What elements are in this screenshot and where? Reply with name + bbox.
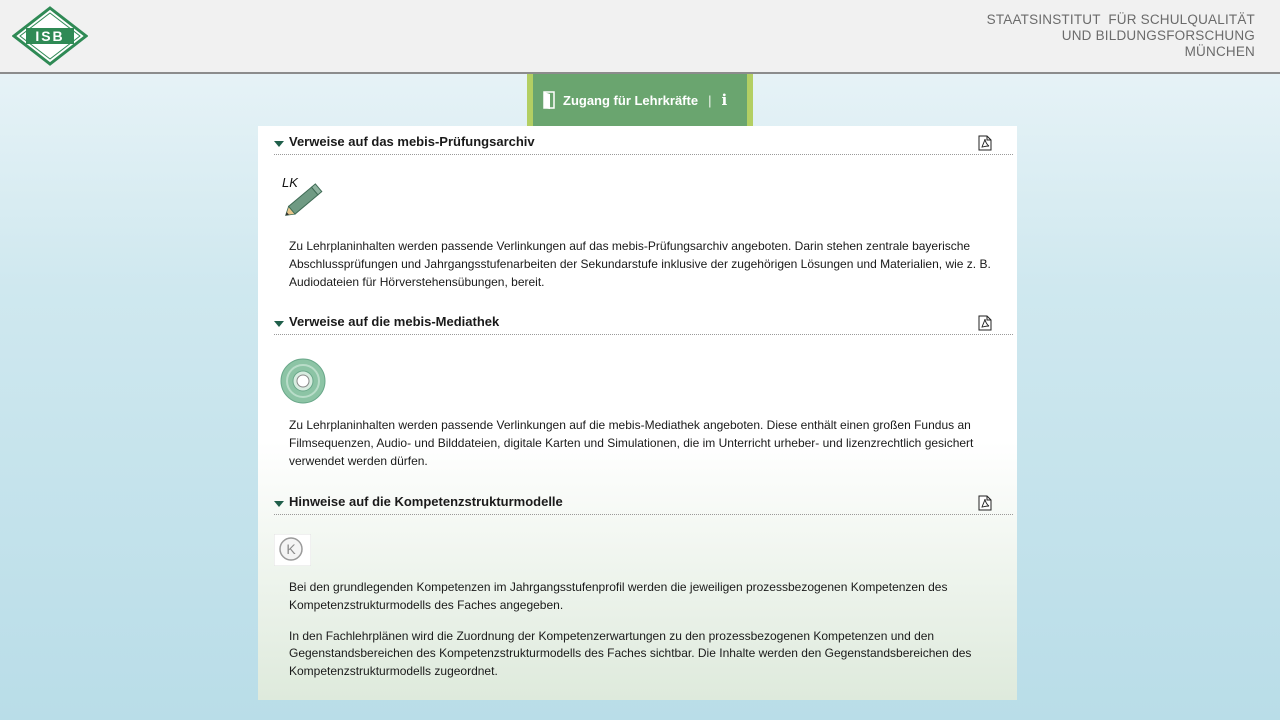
collapse-triangle-icon[interactable] xyxy=(274,321,284,327)
isb-logo[interactable] xyxy=(12,6,88,66)
institute-line-1: STAATSINSTITUT FÜR SCHULQUALITÄT xyxy=(986,12,1255,27)
institute-line-2: UND BILDUNGSFORSCHUNG xyxy=(1061,28,1255,43)
access-tab-label[interactable]: Zugang für Lehrkräfte xyxy=(563,92,699,108)
paragraph: Zu Lehrplaninhalten werden passende Verlinkungen auf das mebis-Prüfungsarchiv angeboten. Darin stehen zentrale bayerische Abschlussprüfungen und Jahrgangsstufenarbeiten der Sekundarstufe inklusive der zugehörigen Lösungen und Materialien, wie z. B. Audiodateien für Hörverstehensübungen, bereit. xyxy=(289,239,991,289)
access-tab[interactable] xyxy=(533,74,747,126)
section-header-kompetenzstrukturmodelle[interactable] xyxy=(274,491,1013,515)
section-header-mediathek[interactable] xyxy=(274,311,1013,335)
paragraph: Bei den grundlegenden Kompetenzen im Jahrgangsstufenprofil werden die jeweiligen prozessbezogenen Kompetenzen des Kompetenzstrukturmodells des Faches angegeben. xyxy=(289,580,948,612)
info-icon[interactable]: i xyxy=(721,91,728,109)
section-title[interactable]: Verweise auf die mebis-Mediathek xyxy=(289,314,500,329)
paragraph: Zu Lehrplaninhalten werden passende Verlinkungen auf die mebis-Mediathek angeboten. Diese enthält einen großen Fundus an Filmsequenzen, Audio- und Bilddateien, digitale Karten und Simulationen, die im Unterricht urheber- und lizenzrechtlich gesichert verwendet werden dürfen. xyxy=(289,418,974,468)
collapse-triangle-icon[interactable] xyxy=(274,501,284,507)
content-panel xyxy=(258,126,1017,700)
pdf-icon[interactable] xyxy=(978,135,992,151)
pdf-icon[interactable] xyxy=(978,315,992,331)
institute-line-3: MÜNCHEN xyxy=(1184,44,1255,59)
door-icon xyxy=(543,91,555,109)
section-title[interactable]: Hinweise auf die Kompetenzstrukturmodelle xyxy=(289,494,563,509)
k-icon-label: K xyxy=(286,541,296,557)
pdf-icon[interactable] xyxy=(978,495,992,511)
institute-name xyxy=(987,12,1255,60)
section-text-kompetenzstrukturmodelle xyxy=(289,579,1004,681)
pencil-lk-icon xyxy=(280,174,328,216)
access-tab-frame xyxy=(527,74,753,126)
section-text-mediathek xyxy=(289,417,1004,470)
disc-icon xyxy=(280,358,326,404)
tab-separator: | xyxy=(708,92,712,108)
pencil-icon-label: LK xyxy=(282,175,298,190)
collapse-triangle-icon[interactable] xyxy=(274,141,284,147)
kompetenz-k-icon xyxy=(274,534,311,566)
page-header xyxy=(0,0,1280,74)
section-text-pruefungsarchiv xyxy=(289,238,1004,291)
logo-text: ISB xyxy=(35,28,65,44)
section-title[interactable]: Verweise auf das mebis-Prüfungsarchiv xyxy=(289,134,535,149)
paragraph: In den Fachlehrplänen wird die Zuordnung der Kompetenzerwartungen zu den prozessbezogenen Kompetenzen und den Gegenstandsbereichen des Kompetenzstrukturmodells des Faches sichtbar. Die Inhalte werden den Gegenstandsbereichen des Kompetenzstrukturmodells zugeordnet. xyxy=(289,628,972,679)
section-header-pruefungsarchiv[interactable] xyxy=(274,131,1013,155)
